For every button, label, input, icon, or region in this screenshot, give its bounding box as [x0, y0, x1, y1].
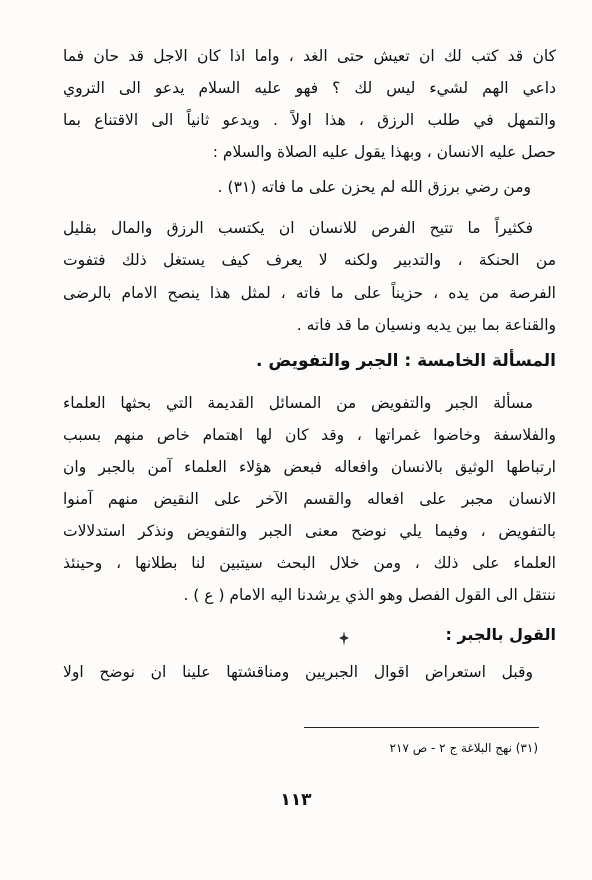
footnote: (٣١) نهج البلاغة ج ٢ - ص ٢١٧	[389, 741, 538, 755]
text-line: من الحنكة ، والتدبير ولكنه لا يعرف كيف يستغل ذلك فتفوت	[63, 251, 556, 269]
text-line: الانسان مجبر على افعاله والقسم الآخر على النقيض منهم آمنوا	[63, 490, 556, 508]
subheading: القول بالجبر :	[445, 625, 556, 644]
text-line: والقناعة بما بين يديه ونسيان ما قد فاته .	[296, 316, 556, 334]
section-heading: المسألة الخامسة : الجبر والتفويض .	[256, 351, 556, 371]
footnote-rule	[304, 727, 539, 728]
text-line: والتمهل في طلب الرزق ، هذا اولاً . ويدعو ثانياً الى الاقتناع بما	[63, 111, 556, 129]
text-line: وقبل استعراض اقوال الجبريين ومناقشتها علينا ان نوضح اولا	[63, 663, 533, 681]
quote-line: ومن رضي برزق الله لم يحزن على ما فاته (٣١) .	[217, 178, 531, 196]
text-line: بالتفويض ، وفيما يلي نوضح معنى الجبر والتفويض ونذكر استدلالات	[63, 522, 556, 540]
ink-blot-mark	[337, 630, 351, 648]
text-line: ننتقل الى القول الفصل وهو الذي يرشدنا اليه الامام ( ع ) .	[183, 586, 556, 604]
text-line: فكثيراً ما تتيح الفرص للانسان ان يكتسب الرزق والمال بقليل	[63, 219, 533, 237]
text-line: كان قد كتب لك ان تعيش حتى الغد ، واما اذا كان الاجل قد حان فما	[63, 47, 556, 65]
text-line: ارتباطها الوثيق بالانسان وافعاله فبعض هؤلاء العلماء آمن بالجبر وان	[63, 458, 556, 476]
text-line: داعي الهم لشيء ليس لك ؟ فهو عليه السلام يدعو الى التروي	[63, 79, 556, 97]
page-number: ١١٣	[280, 790, 312, 810]
text-line: والفلاسفة وخاضوا غمراتها ، وقد كان لها اهتمام خاص منهم بسبب	[63, 426, 556, 444]
text-line: العلماء على ذلك ، ومن خلال البحث سيتبين لنا بطلانها ، وحينئذ	[63, 554, 556, 572]
text-line: حصل عليه الانسان ، وبهذا يقول عليه الصلاة والسلام :	[212, 143, 556, 161]
text-line: مسألة الجبر والتفويض من المسائل القديمة التي بحثها العلماء	[63, 394, 533, 412]
text-line: الفرصة من يده ، حزيناً على ما فاته ، لمثل هذا ينصح الامام بالرضى	[63, 284, 556, 302]
